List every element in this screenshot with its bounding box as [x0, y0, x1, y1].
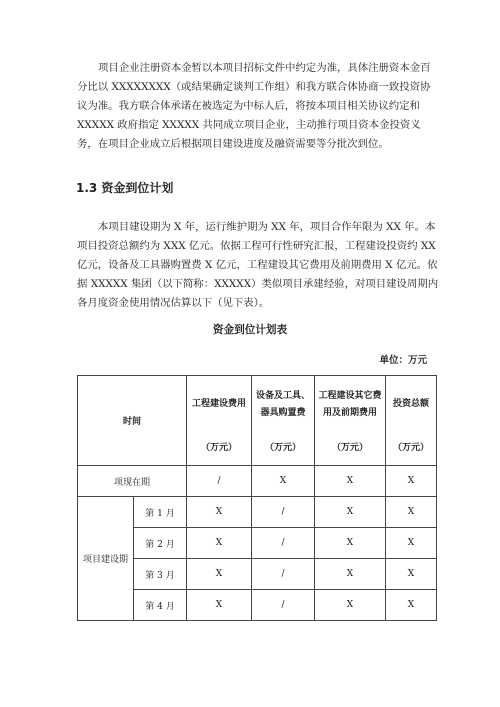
header-col-other-costs	[315, 376, 386, 466]
table-cell: X	[315, 559, 386, 590]
header-col-unit: （万元）	[332, 443, 369, 453]
header-col-unit: （万元）	[393, 443, 430, 453]
table-cell: X	[315, 590, 386, 621]
table-cell: /	[252, 528, 315, 559]
table-cell: X	[386, 590, 437, 621]
table-cell: X	[315, 528, 386, 559]
header-col-label: 设备及工具、器具购置费	[256, 391, 311, 418]
table-cell: /	[187, 466, 252, 497]
section-heading: 1.3 资金到位计划	[76, 181, 174, 195]
table-cell: /	[252, 590, 315, 621]
table-row-month-1	[78, 497, 437, 528]
table-cell: X	[187, 497, 252, 528]
row-label: 项现在期	[78, 466, 187, 497]
header-col-equipment	[252, 376, 315, 466]
header-col-construction	[187, 376, 252, 466]
row-label: 第 1 月	[134, 497, 187, 528]
header-col-label: 工程建设费用	[192, 399, 247, 409]
table-cell: X	[386, 559, 437, 590]
row-label: 第 2 月	[134, 528, 187, 559]
table-unit: 单位：万元	[379, 355, 427, 366]
table-cell: X	[187, 590, 252, 621]
header-col-label: 工程建设其它费用及前期费用	[318, 391, 382, 418]
table-title: 资金到位计划表	[212, 324, 288, 336]
table-cell: X	[315, 497, 386, 528]
funding-plan-table	[77, 375, 437, 621]
table-cell: X	[386, 466, 437, 497]
row-label: 第 3 月	[134, 559, 187, 590]
header-col-unit: （万元）	[201, 443, 238, 453]
header-col-total	[386, 376, 437, 466]
header-col-label: 投资总额	[393, 399, 430, 409]
table-cell: X	[386, 497, 437, 528]
table-cell: X	[187, 559, 252, 590]
header-time-label: 时间	[123, 417, 142, 427]
table-row-existing	[78, 466, 437, 497]
table-cell: /	[252, 559, 315, 590]
table-cell: /	[252, 497, 315, 528]
table-cell: X	[187, 528, 252, 559]
row-label: 第 4 月	[134, 590, 187, 621]
table-cell: X	[252, 466, 315, 497]
header-col-unit: （万元）	[265, 443, 302, 453]
header-time	[78, 376, 187, 466]
construction-period-label: 项目建设期	[78, 497, 134, 621]
table-cell: X	[315, 466, 386, 497]
paragraph-investment-plan: 本项目建设期为 X 年，运行维护期为 XX 年，项目合作年限为 XX 年。本项目投资总额约为 XXX 亿元。依据工程可行性研究汇报，工程建设投资约 XX 亿元，设备及工具器购置费 X 亿元，工程建设其它费用及前期费用 X 亿元。依据 XXXXX 集团（以下简称：XXXXX）类似项目承建经验，对项目建设周期内各月度资金使用情况估算以下（见下表）。	[77, 221, 439, 309]
paragraph-capital-commitment: 项目企业注册资本金暂以本项目招标文件中约定为准，具体注册资本金百分比以 XXXXXXXX（或结果确定谈判工作组）和我方联合体协商一致投资协议为准。我方联合体承诺在被选定为中标人后，将按本项目相关协议约定和 XXXXX 政府指定 XXXXX 共同成立项目企业，主动推行项目资本金投资义务，在项目企业成立后根据项目建设进度及融资需要等分批次到位。	[77, 62, 431, 150]
table-cell: X	[386, 528, 437, 559]
